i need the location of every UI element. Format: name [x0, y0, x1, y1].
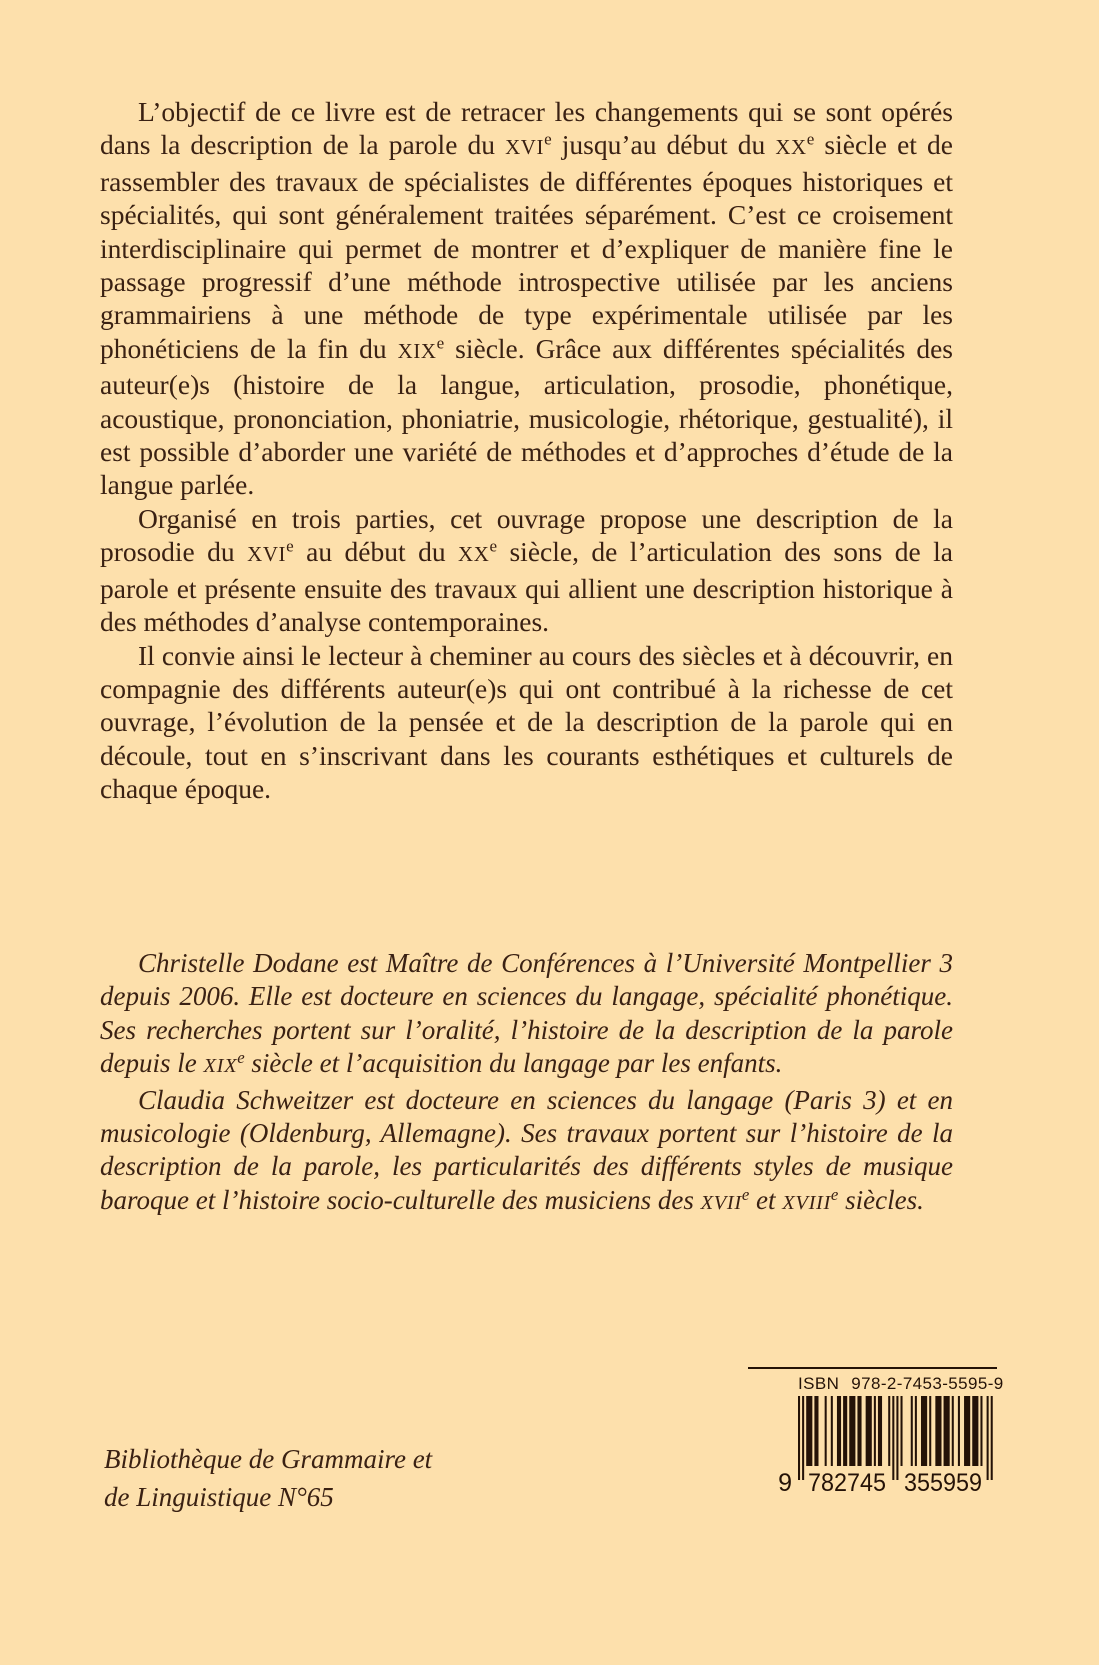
ean13-barcode-svg — [778, 1396, 993, 1494]
isbn-number: 978-2-7453-5595-9 — [851, 1374, 1004, 1393]
isbn-block — [748, 1367, 1004, 1497]
barcode-digits-left: 782745 — [808, 1469, 886, 1494]
paragraph: Il convie ainsi le lecteur à cheminer au cours des siècles et à découvrir, en compagnie des différents auteur(e)s qui ont contribué à la richesse de cet ouvrage, l’évolution de la pensée et de la description de la parole qui en découle, tout en s’inscrivant dans les courants esthétiques et culturels de chaque époque. — [100, 639, 953, 805]
back-cover-blurb — [100, 95, 953, 806]
collection-line-2: de Linguistique N°65 — [104, 1482, 334, 1512]
authors-bio — [100, 947, 953, 1220]
isbn-text — [798, 1374, 1004, 1394]
barcode-digits-right: 355959 — [904, 1469, 982, 1494]
barcode-digit-lead: 9 — [778, 1469, 792, 1494]
paragraph: Claudia Schweitzer est docteure en sciences du langage (Paris 3) et en musicologie (Oldenburg, Allemagne). Ses travaux portent sur l’histoire de la description de la parole, les particularités des différents styles de musique baroque et l’histoire socio-culturelle des musiciens des XVIIe et XVIIIe siècles. — [100, 1084, 953, 1215]
collection-line-1: Bibliothèque de Grammaire et — [104, 1444, 433, 1474]
ean13-barcode — [778, 1396, 993, 1494]
paragraph: Organisé en trois parties, cet ouvrage propose une description de la prosodie du XVIe au début du XXe siècle, de l’articulation des sons de la parole et présente ensuite des travaux qui allient une description historique à des méthodes d’analyse contemporaines. — [100, 502, 953, 638]
paragraph: L’objectif de ce livre est de retracer les changements qui se sont opérés dans la description de la parole du XVIe jusqu’au début du XXe siècle et de rassembler des travaux de spécialistes de différentes époques historiques et spécialités, qui sont généralement traitées séparément. C’est ce croisement interdisciplinaire qui permet de montrer et d’expliquer de manière fine le passage progressif d’une méthode introspective utilisée par les anciens grammairiens à une méthode de type expérimentale utilisée par les phonéticiens de la fin du XIXe siècle. Grâce aux différentes spécialités des auteur(e)s (histoire de la langue, articulation, prosodie, phonétique, acoustique, prononciation, phoniatrie, musicologie, rhétorique, gestualité), il est possible d’aborder une variété de méthodes et d’approches d’étude de la langue parlée. — [100, 96, 953, 501]
isbn-rule — [748, 1367, 997, 1369]
isbn-label: ISBN — [798, 1374, 840, 1393]
paragraph: Christelle Dodane est Maître de Conférences à l’Université Montpellier 3 depuis 2006. Elle est docteure en sciences du langage, spécialité phonétique. Ses recherches portent sur l’oralité, l’histoire de la description de la parole depuis le XIXe siècle et l’acquisition du langage par les enfants. — [100, 948, 953, 1079]
collection-series — [104, 1440, 432, 1516]
